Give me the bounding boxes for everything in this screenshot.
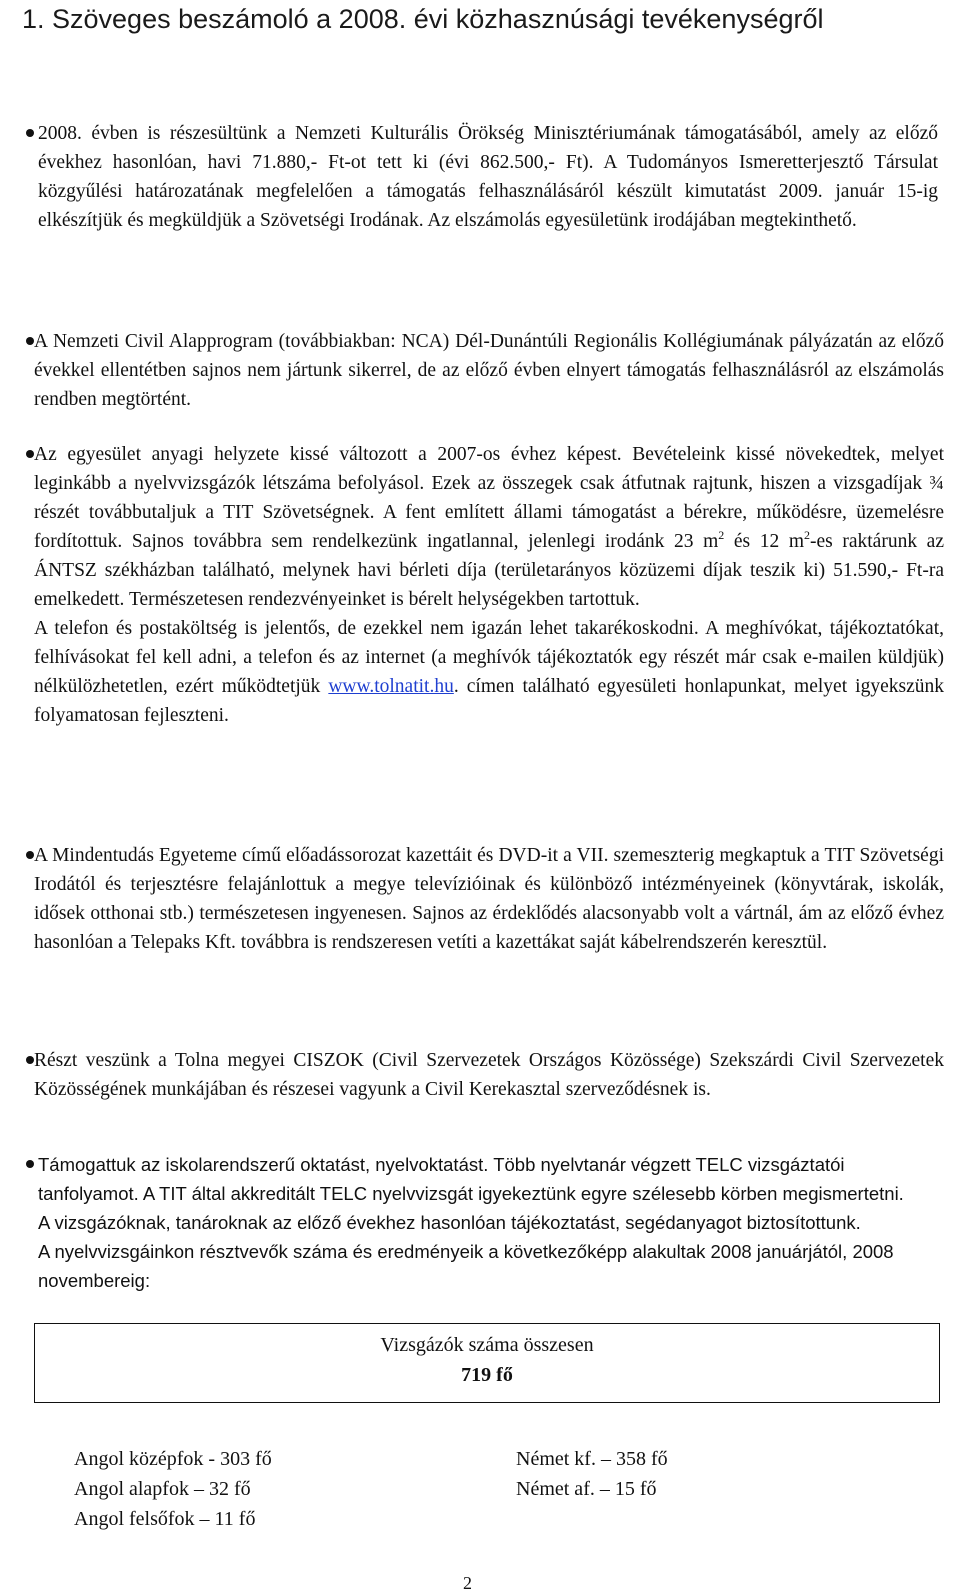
- exam-stat: Angol felsőfok – 11 fő: [74, 1508, 256, 1530]
- exam-stat: Angol alapfok – 32 fő: [74, 1478, 251, 1500]
- bullet-icon: [26, 1160, 34, 1168]
- paragraph: Az egyesület anyagi helyzete kissé változott a 2007-os évhez képest. Bevételeink kissé növekedtek, melyet leginkább a nyelvvizsgázók létszáma befolyásol. Ezek az összegek csak átfutnak rajtunk, hiszen a vizsgadíjak ¾ részét továbbutaljuk a TIT Szövetségnek. A fent említett állami támogatást a bérekre, működésre, üzemelésre fordítottuk. Sajnos továbbra sem rendelkezünk ingatlannal, jelenlegi irodánk 23 $m^2$ és 12 $m^2-es$ raktárunk az ÁNTSZ székházban található, melynek havi bérleti díja (területarányos közüzemi díjak teszik ki) 51.590,- Ft-ra emelkedett. Természetesen rendezvényeinket is bérelt helységekben tartottuk.: [34, 444, 944, 610]
- exam-summary-label: Vizsgázók száma összesen: [380, 1334, 594, 1356]
- paragraph-group: [38, 1150, 918, 1295]
- document-title: 1. Szöveges beszámoló a 2008. évi közhasznúsági tevékenységről: [22, 4, 824, 34]
- bullet-icon: [26, 1056, 34, 1064]
- exam-stat: Angol középfok - 303 fő: [74, 1448, 272, 1470]
- superscript: 2: [718, 528, 725, 542]
- paragraph: Támogattuk az iskolarendszerű oktatást, nyelvoktatást. Több nyelvtanár végzett TELC vizsgáztatói tanfolyamot. A TIT által akkreditált TELC nyelvvizsgát igyekeztünk egyre szélesebb körben megismertetni. A vizsgázóknak, tanároknak az előző évekhez hasonlóan tájékoztatást, segédanyagot biztosítottunk.: [38, 1154, 904, 1233]
- paragraph: A Nemzeti Civil Alapprogram (továbbiakban: NCA) Dél-Dunántúli Regionális Kollégiumának pályázatán az előző évekkel ellentétben sajnos nem jártunk sikerrel, de az előző évben elnyert támogatás felhasználásról az elszámolás rendben megtörtént.: [34, 331, 944, 410]
- exam-stat: Német af. – 15 fő: [516, 1478, 657, 1500]
- paragraph: 2008. évben is részesültünk a Nemzeti Kulturális Örökség Minisztériumának támogatásából, amely az előző évekhez hasonlóan, havi 71.880,- Ft-ot tett ki (évi 862.500,- Ft). A Tudományos Ismeretterjesztő Társulat közgyűlési határozatának megfelelően a támogatás felhasználásáról készült kimutatást 2009. január 15-ig elkészítjük és megküldjük a Szövetségi Irodának. Az elszámolás egyesületünk irodájában megtekinthető.: [38, 123, 938, 231]
- exam-summary-box: [34, 1323, 940, 1403]
- website-link[interactable]: www.tolnatit.hu: [328, 676, 454, 697]
- paragraph: A telefon és postaköltség is jelentős, de ezekkel nem igazán lehet takarékoskodni. A meghívókat, tájékoztatókat, felhívásokat fel kell adni, a telefon és az internet (a meghívók tájékoztatók egy részét már csak e-mailen küldjük) nélkülözhetetlen, ezért működtetjük www.tolnatit.hu. címen található egyesületi honlapunkat, melyet igyekszünk folyamatosan fejleszteni.: [34, 618, 944, 726]
- paragraph-group: [34, 440, 944, 730]
- superscript: 2: [804, 528, 811, 542]
- paragraph: A nyelvvizsgáinkon résztvevők száma és eredményeik a következőképp alakultak 2008 januárjától, 2008 novembereig:: [38, 1241, 894, 1291]
- bullet-icon: [26, 851, 34, 859]
- exam-summary-total: 719 fő: [461, 1364, 513, 1386]
- exam-stat: Német kf. – 358 fő: [516, 1448, 668, 1470]
- bullet-icon: [26, 337, 34, 345]
- bullet-icon: [26, 129, 34, 137]
- page-number: 2: [463, 1573, 472, 1593]
- bullet-icon: [26, 450, 34, 458]
- paragraph: A Mindentudás Egyeteme című előadássorozat kazettáit és DVD-it a VII. szemeszterig megkaptuk a TIT Szövetségi Irodától és terjesztésre felajánlottuk a megye televízióinak és különböző intézményeinek (könyvtárak, iskolák, idősek otthonai stb.) természetesen ingyenesen. Sajnos az érdeklődés alacsonyabb volt a vártnál, ám az előző évhez hasonlóan a Telepaks Kft. továbbra is rendszeresen vetíti a kazettákat saját kábelrendszerén keresztül.: [34, 845, 944, 953]
- paragraph: Részt veszünk a Tolna megyei CISZOK (Civil Szervezetek Országos Közössége) Szekszárdi Civil Szervezetek Közösségének munkájában és részesei vagyunk a Civil Kerekasztal szerveződésnek is.: [34, 1050, 944, 1100]
